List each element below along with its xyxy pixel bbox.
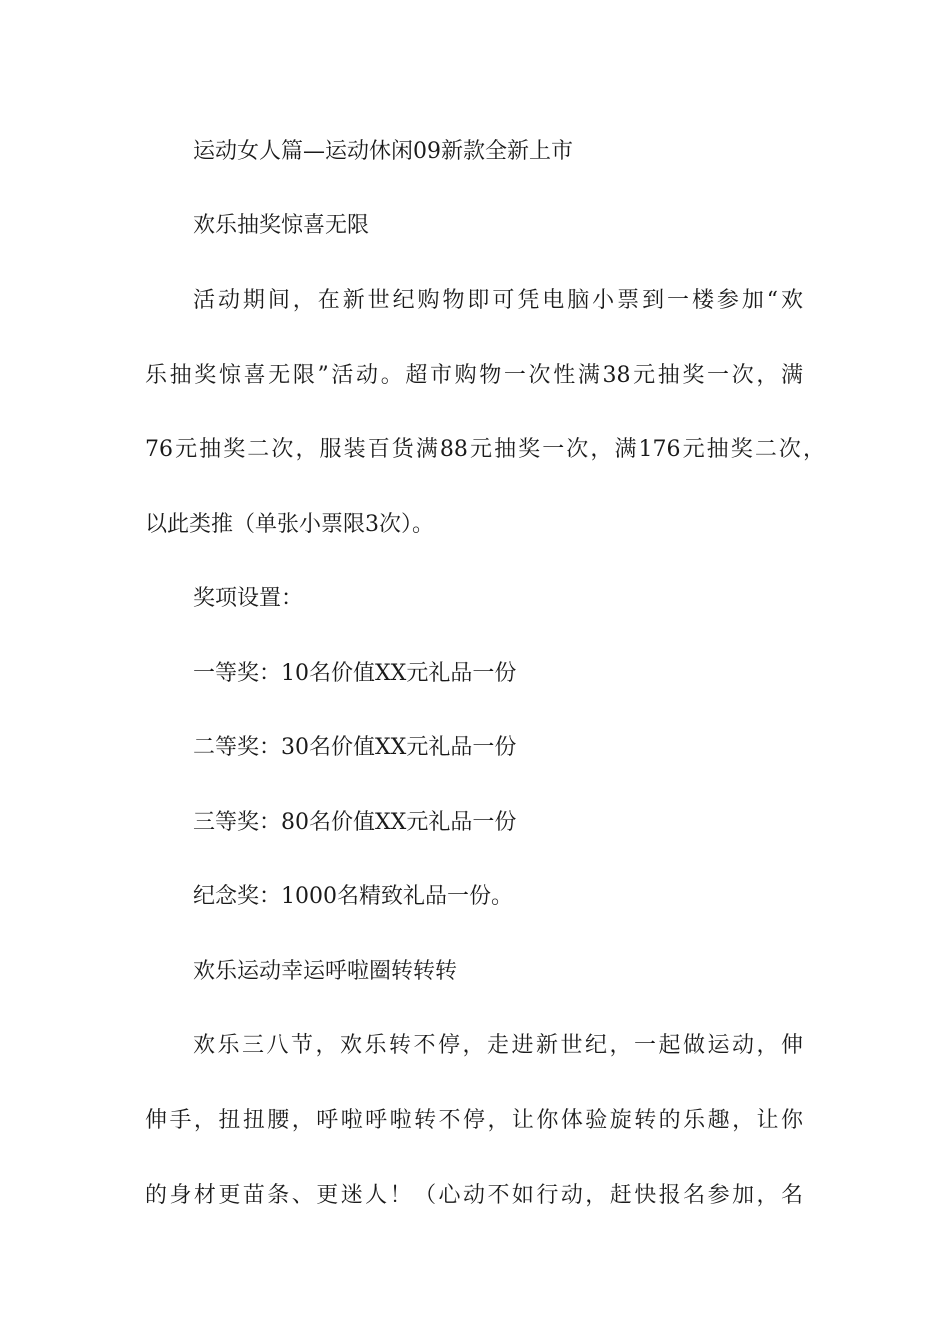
paragraph-line: 以此类推（单张小票限3次）。 [145, 512, 434, 537]
heading-hula-hoop: 欢乐运动幸运呼啦圈转转转 [193, 959, 458, 984]
prize-second: 二等奖：30名价值XX元礼品一份 [193, 735, 517, 760]
prize-commemorative: 纪念奖：1000名精致礼品一份。 [193, 884, 513, 909]
prize-settings-label: 奖项设置： [193, 586, 304, 611]
paragraph-line: 76元抽奖二次，服装百货满88元抽奖一次，满176元抽奖二次， [145, 437, 825, 462]
paragraph-line: 活动期间，在新世纪购物即可凭电脑小票到一楼参加“欢 [193, 288, 803, 313]
heading-sports-women: 运动女人篇—运动休闲09新款全新上市 [193, 139, 573, 164]
prize-third: 三等奖：80名价值XX元礼品一份 [193, 810, 517, 835]
prize-first: 一等奖：10名价值XX元礼品一份 [193, 661, 517, 686]
paragraph-line: 欢乐三八节，欢乐转不停，走进新世纪，一起做运动，伸 [193, 1033, 803, 1058]
heading-lottery: 欢乐抽奖惊喜无限 [193, 213, 370, 238]
paragraph-line: 伸手，扭扭腰，呼啦呼啦转不停，让你体验旋转的乐趣，让你 [145, 1108, 803, 1133]
paragraph-line: 的身材更苗条、更迷人！（心动不如行动，赶快报名参加，名 [145, 1183, 803, 1208]
paragraph-line: 乐抽奖惊喜无限”活动。超市购物一次性满38元抽奖一次，满 [145, 363, 803, 388]
